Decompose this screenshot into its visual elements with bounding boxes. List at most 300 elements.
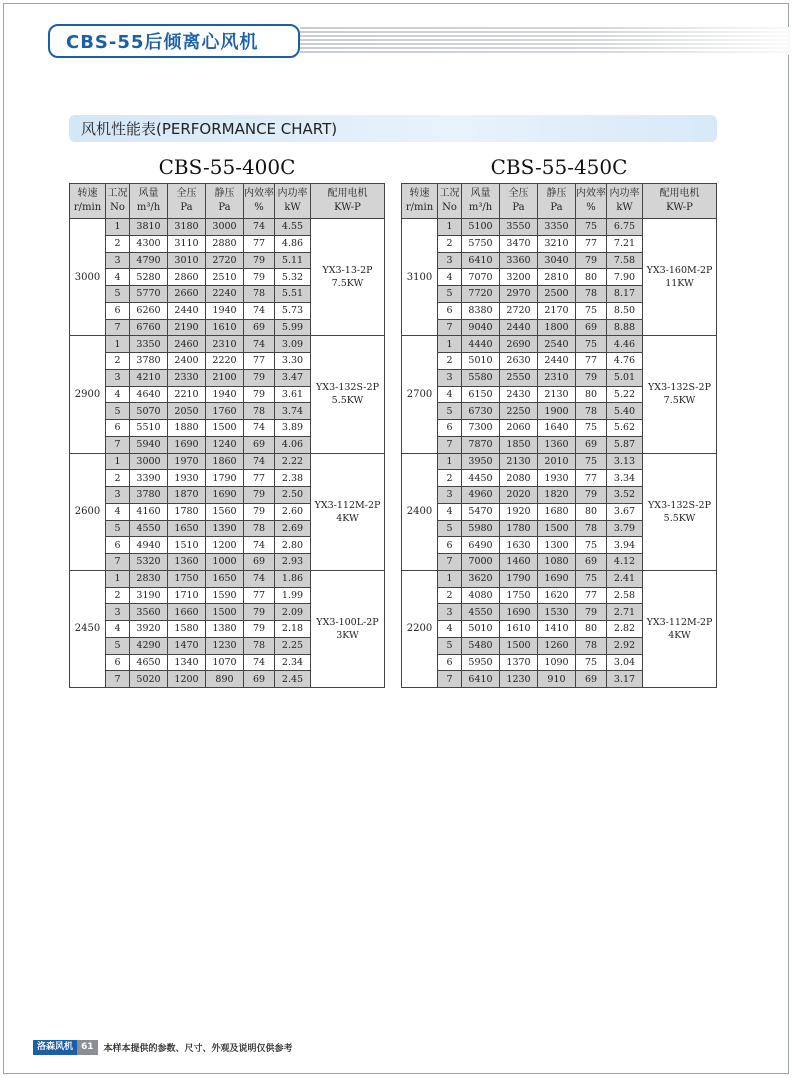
data-cell-eff: 77 (244, 353, 275, 370)
data-cell-static: 1820 (538, 487, 576, 504)
data-cell-total: 3110 (168, 235, 206, 252)
speed-cell: 2600 (70, 453, 106, 570)
data-cell-total: 1780 (168, 503, 206, 520)
data-cell-power: 2.34 (275, 654, 311, 671)
data-cell-power: 2.80 (275, 537, 311, 554)
column-header-label: 配用电机 (659, 188, 700, 199)
data-cell-cond: 6 (106, 537, 130, 554)
data-cell-flow: 5470 (462, 503, 500, 520)
data-cell-cond: 5 (106, 637, 130, 654)
column-header-static (206, 184, 244, 219)
data-cell-static: 1410 (538, 621, 576, 638)
page-number: 61 (77, 1040, 98, 1055)
column-header-label: 工况 (107, 188, 128, 199)
column-header-label: 风量 (138, 188, 159, 199)
data-cell-power: 2.93 (275, 554, 311, 571)
data-cell-power: 4.46 (607, 336, 643, 353)
column-header-label: 工况 (439, 188, 460, 199)
column-header-label: 内功率 (277, 188, 308, 199)
speed-cell: 2400 (402, 453, 438, 570)
data-cell-cond: 1 (106, 570, 130, 587)
data-cell-total: 2690 (500, 336, 538, 353)
data-cell-total: 1580 (168, 621, 206, 638)
data-cell-flow: 5020 (130, 671, 168, 688)
data-cell-eff: 80 (576, 386, 607, 403)
data-cell-power: 5.73 (275, 302, 311, 319)
data-cell-power: 2.18 (275, 621, 311, 638)
column-header-unit: % (254, 202, 264, 213)
motor-power: 5.5KW (663, 512, 696, 524)
data-cell-flow: 5010 (462, 353, 500, 370)
column-header-unit: Pa (550, 202, 563, 213)
data-cell-static: 1230 (206, 637, 244, 654)
data-cell-flow: 4160 (130, 503, 168, 520)
data-cell-total: 2630 (500, 353, 538, 370)
data-cell-static: 1860 (206, 453, 244, 470)
data-cell-power: 5.40 (607, 403, 643, 420)
data-cell-eff: 75 (576, 654, 607, 671)
data-cell-flow: 5510 (130, 420, 168, 437)
data-cell-cond: 4 (438, 269, 462, 286)
speed-cell: 2900 (70, 336, 106, 453)
column-header-total (168, 184, 206, 219)
data-cell-eff: 79 (576, 487, 607, 504)
data-cell-power: 1.86 (275, 570, 311, 587)
data-cell-cond: 5 (106, 403, 130, 420)
column-header-cond (106, 184, 130, 219)
data-cell-flow: 4790 (130, 252, 168, 269)
data-cell-total: 1750 (500, 587, 538, 604)
data-cell-eff: 79 (244, 252, 275, 269)
data-cell-flow: 3780 (130, 487, 168, 504)
data-cell-total: 1920 (500, 503, 538, 520)
column-header-unit: Pa (512, 202, 525, 213)
data-cell-cond: 4 (106, 503, 130, 520)
data-cell-power: 5.62 (607, 420, 643, 437)
data-cell-power: 7.21 (607, 235, 643, 252)
data-cell-total: 1660 (168, 604, 206, 621)
data-cell-eff: 75 (576, 420, 607, 437)
data-cell-total: 2130 (500, 453, 538, 470)
data-cell-power: 2.09 (275, 604, 311, 621)
data-cell-static: 1620 (538, 587, 576, 604)
data-cell-static: 3210 (538, 235, 576, 252)
data-cell-total: 2860 (168, 269, 206, 286)
column-header-total (500, 184, 538, 219)
data-cell-cond: 2 (106, 470, 130, 487)
data-cell-static: 1530 (538, 604, 576, 621)
data-cell-eff: 78 (576, 520, 607, 537)
column-header-unit: r/min (405, 202, 434, 213)
data-cell-cond: 7 (106, 671, 130, 688)
data-cell-static: 1650 (206, 570, 244, 587)
data-cell-eff: 69 (576, 436, 607, 453)
data-cell-static: 1300 (538, 537, 576, 554)
data-cell-eff: 77 (244, 470, 275, 487)
data-cell-static: 910 (538, 671, 576, 688)
column-header-label: 内功率 (609, 188, 640, 199)
data-cell-flow: 4450 (462, 470, 500, 487)
column-header-eff (244, 184, 275, 219)
motor-power: 7.5KW (663, 395, 696, 407)
data-cell-flow: 5980 (462, 520, 500, 537)
data-cell-static: 1900 (538, 403, 576, 420)
data-cell-eff: 79 (244, 621, 275, 638)
data-cell-flow: 5940 (130, 436, 168, 453)
data-cell-power: 3.94 (607, 537, 643, 554)
data-cell-cond: 5 (438, 403, 462, 420)
data-cell-flow: 4440 (462, 336, 500, 353)
data-cell-power: 5.01 (607, 369, 643, 386)
data-cell-eff: 79 (576, 252, 607, 269)
column-header-unit: m³/h (468, 202, 493, 213)
data-cell-power: 2.92 (607, 637, 643, 654)
data-cell-eff: 79 (576, 369, 607, 386)
data-cell-power: 8.17 (607, 286, 643, 303)
data-cell-flow: 4550 (130, 520, 168, 537)
data-cell-flow: 5480 (462, 637, 500, 654)
data-cell-static: 1680 (538, 503, 576, 520)
data-cell-total: 1710 (168, 587, 206, 604)
data-cell-eff: 69 (244, 319, 275, 336)
data-cell-eff: 74 (244, 453, 275, 470)
data-cell-flow: 7070 (462, 269, 500, 286)
column-header-unit: r/min (73, 202, 102, 213)
data-cell-flow: 6410 (462, 252, 500, 269)
data-cell-cond: 1 (438, 336, 462, 353)
data-cell-power: 4.76 (607, 353, 643, 370)
column-header-eff (576, 184, 607, 219)
data-cell-power: 7.58 (607, 252, 643, 269)
data-cell-power: 5.87 (607, 436, 643, 453)
data-cell-flow: 4940 (130, 537, 168, 554)
data-cell-power: 2.69 (275, 520, 311, 537)
data-cell-static: 3000 (206, 219, 244, 236)
data-cell-power: 5.51 (275, 286, 311, 303)
column-header-unit: Pa (180, 202, 193, 213)
data-cell-power: 4.12 (607, 554, 643, 571)
data-cell-cond: 1 (106, 453, 130, 470)
data-cell-power: 3.67 (607, 503, 643, 520)
data-cell-cond: 1 (438, 570, 462, 587)
data-cell-flow: 4210 (130, 369, 168, 386)
data-cell-static: 1640 (538, 420, 576, 437)
motor-model: YX3-132S-2P (648, 499, 711, 511)
data-cell-flow: 2830 (130, 570, 168, 587)
data-cell-eff: 74 (244, 537, 275, 554)
data-cell-static: 1800 (538, 319, 576, 336)
data-cell-power: 5.11 (275, 252, 311, 269)
data-cell-eff: 75 (576, 570, 607, 587)
column-header-unit: KW-P (666, 202, 693, 213)
data-cell-static: 1090 (538, 654, 576, 671)
data-cell-flow: 3390 (130, 470, 168, 487)
data-cell-cond: 4 (106, 269, 130, 286)
motor-model: YX3-132S-2P (316, 382, 379, 394)
motor-power: 5.5KW (331, 395, 364, 407)
data-cell-flow: 4550 (462, 604, 500, 621)
data-cell-cond: 1 (438, 453, 462, 470)
data-cell-cond: 7 (106, 319, 130, 336)
data-cell-total: 1360 (168, 554, 206, 571)
data-cell-cond: 2 (106, 587, 130, 604)
data-cell-flow: 6150 (462, 386, 500, 403)
data-cell-power: 5.99 (275, 319, 311, 336)
data-cell-static: 2010 (538, 453, 576, 470)
motor-cell (643, 453, 717, 570)
data-cell-total: 2550 (500, 369, 538, 386)
data-cell-power: 5.32 (275, 269, 311, 286)
column-header-unit: % (586, 202, 596, 213)
data-cell-cond: 1 (106, 336, 130, 353)
data-cell-static: 1500 (206, 420, 244, 437)
data-cell-eff: 77 (244, 235, 275, 252)
column-header-flow (130, 184, 168, 219)
data-cell-static: 1070 (206, 654, 244, 671)
data-cell-cond: 3 (438, 252, 462, 269)
data-cell-static: 1360 (538, 436, 576, 453)
data-cell-eff: 80 (576, 621, 607, 638)
data-cell-cond: 7 (438, 671, 462, 688)
data-cell-static: 2310 (538, 369, 576, 386)
data-cell-cond: 6 (438, 654, 462, 671)
data-cell-eff: 74 (244, 420, 275, 437)
table-row (402, 336, 717, 353)
data-cell-static: 2810 (538, 269, 576, 286)
data-cell-power: 3.09 (275, 336, 311, 353)
data-cell-static: 2510 (206, 269, 244, 286)
data-cell-eff: 69 (576, 554, 607, 571)
data-cell-cond: 3 (438, 487, 462, 504)
speed-cell: 2200 (402, 570, 438, 687)
data-cell-total: 3550 (500, 219, 538, 236)
table-row (70, 570, 385, 587)
column-header-label: 全压 (508, 188, 529, 199)
motor-cell (643, 570, 717, 687)
data-cell-power: 8.88 (607, 319, 643, 336)
data-cell-total: 2020 (500, 487, 538, 504)
data-cell-cond: 3 (106, 487, 130, 504)
column-header-motor (311, 184, 385, 219)
data-cell-eff: 79 (244, 269, 275, 286)
column-header-unit: kW (616, 202, 633, 213)
motor-cell (311, 570, 385, 687)
data-cell-total: 1790 (500, 570, 538, 587)
column-header-unit: No (442, 202, 457, 213)
data-cell-cond: 3 (106, 604, 130, 621)
data-cell-cond: 7 (106, 436, 130, 453)
data-cell-static: 3350 (538, 219, 576, 236)
motor-power: 3KW (336, 629, 359, 641)
data-cell-power: 3.89 (275, 420, 311, 437)
column-header-speed (70, 184, 106, 219)
data-cell-cond: 6 (106, 302, 130, 319)
data-cell-power: 2.25 (275, 637, 311, 654)
data-cell-static: 1260 (538, 637, 576, 654)
data-cell-eff: 74 (244, 654, 275, 671)
data-cell-power: 2.82 (607, 621, 643, 638)
data-cell-power: 8.50 (607, 302, 643, 319)
performance-table-400c (69, 183, 385, 688)
data-cell-total: 1650 (168, 520, 206, 537)
data-cell-flow: 3780 (130, 353, 168, 370)
data-cell-cond: 4 (106, 386, 130, 403)
data-cell-static: 2500 (538, 286, 576, 303)
data-cell-flow: 4640 (130, 386, 168, 403)
column-header-label: 内效率 (576, 188, 606, 199)
data-cell-total: 1750 (168, 570, 206, 587)
motor-model: YX3-160M-2P (646, 265, 713, 277)
data-cell-total: 2050 (168, 403, 206, 420)
data-cell-flow: 4960 (462, 487, 500, 504)
data-cell-eff: 69 (244, 671, 275, 688)
data-cell-total: 1970 (168, 453, 206, 470)
data-cell-static: 1500 (538, 520, 576, 537)
data-cell-static: 1930 (538, 470, 576, 487)
data-cell-flow: 4290 (130, 637, 168, 654)
data-cell-static: 1760 (206, 403, 244, 420)
data-cell-static: 1080 (538, 554, 576, 571)
data-cell-cond: 5 (106, 286, 130, 303)
data-cell-cond: 2 (438, 353, 462, 370)
data-cell-total: 2440 (168, 302, 206, 319)
data-cell-total: 1690 (500, 604, 538, 621)
motor-cell (311, 219, 385, 336)
column-header-unit: KW-P (334, 202, 361, 213)
data-cell-cond: 7 (438, 319, 462, 336)
column-header-cond (438, 184, 462, 219)
data-cell-flow: 5100 (462, 219, 500, 236)
data-cell-power: 2.22 (275, 453, 311, 470)
data-cell-static: 2720 (206, 252, 244, 269)
column-header-label: 静压 (546, 188, 567, 199)
data-cell-static: 2240 (206, 286, 244, 303)
data-cell-static: 1790 (206, 470, 244, 487)
motor-model: YX3-112M-2P (646, 616, 713, 628)
table-row (402, 570, 717, 587)
motor-cell (311, 336, 385, 453)
column-header-unit: No (110, 202, 125, 213)
data-cell-static: 2440 (538, 353, 576, 370)
data-cell-cond: 5 (438, 637, 462, 654)
column-header-flow (462, 184, 500, 219)
data-cell-power: 3.04 (607, 654, 643, 671)
data-cell-static: 2130 (538, 386, 576, 403)
data-cell-total: 3010 (168, 252, 206, 269)
data-cell-eff: 80 (576, 269, 607, 286)
data-cell-flow: 7870 (462, 436, 500, 453)
column-header-power (607, 184, 643, 219)
column-header-motor (643, 184, 717, 219)
page-title: CBS-55后倾离心风机 (66, 32, 259, 53)
speed-cell: 2450 (70, 570, 106, 687)
data-cell-total: 3470 (500, 235, 538, 252)
data-cell-total: 1500 (500, 637, 538, 654)
column-header-power (275, 184, 311, 219)
data-cell-eff: 78 (576, 403, 607, 420)
data-cell-static: 2100 (206, 369, 244, 386)
data-cell-eff: 79 (244, 604, 275, 621)
data-cell-flow: 5280 (130, 269, 168, 286)
data-cell-static: 2170 (538, 302, 576, 319)
data-cell-flow: 6760 (130, 319, 168, 336)
data-cell-total: 2660 (168, 286, 206, 303)
data-cell-cond: 3 (106, 252, 130, 269)
data-cell-total: 1230 (500, 671, 538, 688)
data-cell-eff: 75 (576, 336, 607, 353)
header-row (402, 184, 717, 219)
data-cell-eff: 79 (244, 386, 275, 403)
header-row (70, 184, 385, 219)
data-cell-total: 2250 (500, 403, 538, 420)
data-cell-cond: 4 (438, 386, 462, 403)
data-cell-static: 890 (206, 671, 244, 688)
data-cell-eff: 74 (244, 302, 275, 319)
data-cell-eff: 77 (244, 587, 275, 604)
column-header-label: 内效率 (244, 188, 274, 199)
footer (33, 1040, 293, 1055)
data-cell-eff: 69 (244, 436, 275, 453)
data-cell-power: 3.61 (275, 386, 311, 403)
motor-model: YX3-100L-2P (316, 616, 379, 628)
data-cell-static: 2880 (206, 235, 244, 252)
speed-cell: 3000 (70, 219, 106, 336)
data-cell-eff: 78 (576, 286, 607, 303)
data-cell-eff: 78 (576, 637, 607, 654)
header-decoration-lines (300, 27, 790, 55)
column-header-label: 风量 (470, 188, 491, 199)
footer-note: 本样本提供的参数、尺寸、外观及说明仅供参考 (103, 1044, 293, 1054)
data-cell-cond: 4 (438, 621, 462, 638)
data-cell-power: 2.71 (607, 604, 643, 621)
motor-model: YX3-112M-2P (314, 499, 381, 511)
data-cell-eff: 75 (576, 537, 607, 554)
data-cell-total: 3200 (500, 269, 538, 286)
model-title-450c: CBS-55-450C (490, 155, 628, 179)
table-row (70, 219, 385, 236)
speed-cell: 2700 (402, 336, 438, 453)
data-cell-eff: 74 (244, 336, 275, 353)
data-cell-eff: 79 (576, 604, 607, 621)
data-cell-flow: 3920 (130, 621, 168, 638)
data-cell-eff: 69 (576, 319, 607, 336)
data-cell-cond: 2 (106, 235, 130, 252)
data-cell-flow: 3190 (130, 587, 168, 604)
data-cell-power: 6.75 (607, 219, 643, 236)
data-cell-total: 3180 (168, 219, 206, 236)
data-cell-static: 2310 (206, 336, 244, 353)
data-cell-power: 4.55 (275, 219, 311, 236)
motor-model: YX3-132S-2P (648, 382, 711, 394)
data-cell-flow: 3810 (130, 219, 168, 236)
section-bar (69, 115, 717, 142)
column-header-label: 转速 (77, 188, 98, 199)
data-cell-total: 1370 (500, 654, 538, 671)
data-cell-power: 3.30 (275, 353, 311, 370)
data-cell-total: 2970 (500, 286, 538, 303)
data-cell-power: 5.22 (607, 386, 643, 403)
footer-brand: 洛森风机 (33, 1040, 77, 1055)
data-cell-power: 3.52 (607, 487, 643, 504)
data-cell-total: 2430 (500, 386, 538, 403)
data-cell-eff: 79 (244, 369, 275, 386)
data-cell-static: 1240 (206, 436, 244, 453)
data-cell-eff: 77 (576, 587, 607, 604)
motor-model: YX3-13-2P (322, 265, 373, 277)
data-cell-flow: 5320 (130, 554, 168, 571)
performance-table-450c (401, 183, 717, 688)
data-cell-power: 2.58 (607, 587, 643, 604)
